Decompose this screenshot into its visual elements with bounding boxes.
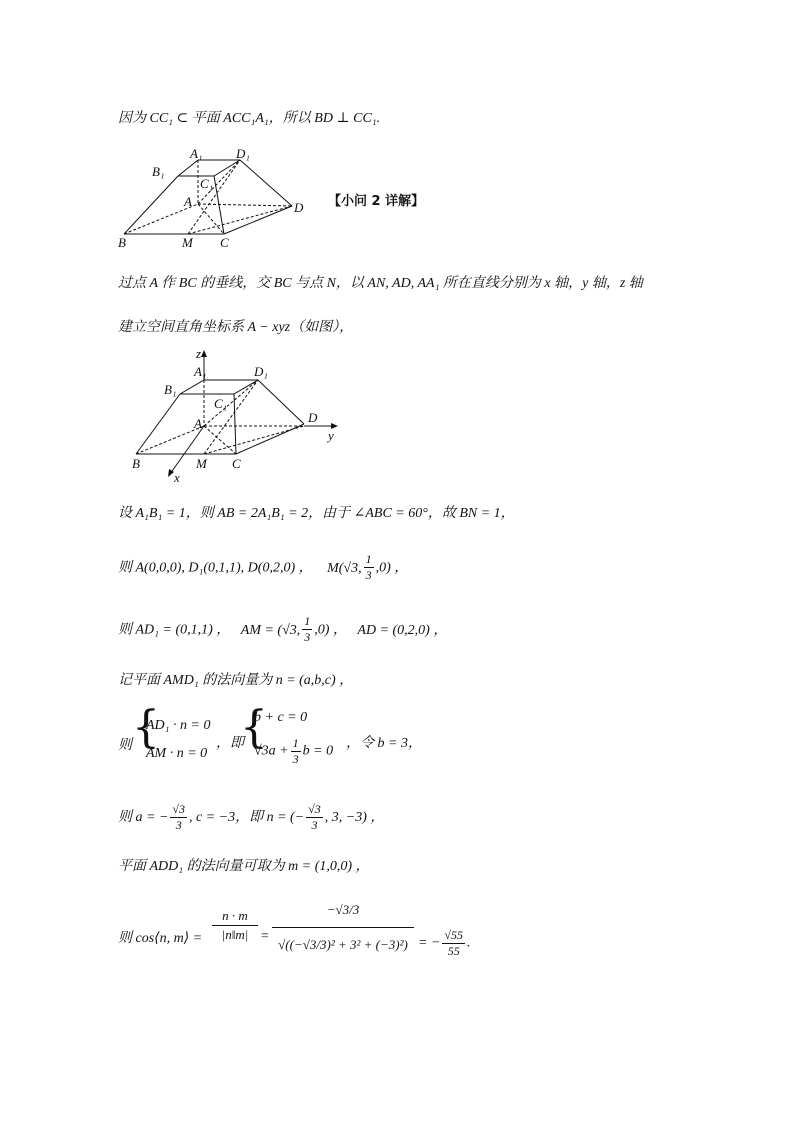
label-A1: A₁ (194, 364, 207, 379)
label-A: A (184, 194, 192, 209)
label-y: y (328, 428, 334, 443)
label-B1: B₁ (152, 164, 165, 179)
line-points: 则 A(0,0,0), D₁(0,1,1), D(0,2,0) ， M(√3, $\frac{1}{3}$ ,0) ， (118, 552, 409, 582)
label-D: D (294, 200, 304, 215)
figure-frustum-1 (116, 148, 316, 248)
line-setup-axes: 过点 A 作 BC 的垂线，交 BC 与点 N，以 AN, AD, AA₁ 所在直线分别为 x 轴，y 轴，z 轴 (118, 276, 643, 291)
line-lengths: 设 A₁B₁ = 1，则 AB = 2A₁B₁ = 2，由于 ∠ABC = 60°，故 BN = 1， (118, 506, 515, 521)
figure-frustum-axes (128, 346, 358, 486)
label-x: x (174, 470, 180, 485)
line-coordinate-system: 建立空间直角坐标系 A − xyz（如图）， (118, 320, 354, 335)
label-A: A (194, 416, 202, 431)
system-post: ，令 b = 3， (346, 736, 422, 751)
system-mid: ，即 (216, 736, 244, 751)
line-system-prefix: 则 (118, 738, 132, 753)
system-eq-1: AD₁ · n = 0 (146, 718, 211, 733)
line-solution: 则 a = − $\frac{√3}{3}$ , c = −3，即 n = (− $\frac{√3}{3}$ , 3, −3) ， (118, 801, 385, 832)
label-M: M (182, 235, 193, 248)
cos-result: = − $\frac{√55}{55}$ . (418, 928, 471, 958)
label-C: C (232, 456, 241, 471)
cos-big-frac: −√3/3 √((−√3/3)² + 3² + (−3)²) (272, 893, 414, 962)
label-B1: B₁ (164, 382, 177, 397)
system-eq-4: √3a + $\frac{1}{3}$ b = 0 (254, 736, 334, 766)
label-B: B (132, 456, 140, 471)
line-cosine: 则 cos⟨n, m⟩ = (118, 931, 203, 946)
label-D1: D₁ (254, 364, 268, 379)
line-normal-vector: 记平面 AMD₁ 的法向量为 n = (a,b,c) ， (118, 673, 354, 688)
label-D1: D₁ (236, 148, 250, 161)
label-C1: C₁ (214, 396, 228, 411)
cos-frac: n · m |n‖m| (212, 907, 258, 944)
label-M: M (196, 456, 207, 471)
line-vectors: 则 AD₁ = (0,1,1) ， AM = (√3, $\frac{1}{3}$ ,0) ， AD = (0,2,0) ， (118, 614, 448, 644)
line-plane-normal: 平面 ADD₁ 的法向量可取为 m = (1,0,0) ， (118, 859, 370, 874)
system-eq-2: AM · n = 0 (146, 746, 208, 761)
label-C1: C₁ (200, 176, 214, 191)
label-D: D (308, 410, 318, 425)
label-B: B (118, 235, 126, 248)
label-C: C (220, 235, 229, 248)
brace-left-1: { (132, 702, 160, 753)
line-bd-perp: 因为 CC₁ ⊂ 平面 ACC₁A₁，所以 BD ⊥ CC₁. (118, 111, 381, 126)
section-heading: 【小问 2 详解】 (328, 194, 425, 209)
cos-eq: = (260, 929, 270, 944)
label-A1: A₁ (190, 148, 203, 161)
label-z: z (196, 346, 202, 361)
brace-left-2: { (240, 702, 268, 753)
system-eq-3: b + c = 0 (254, 710, 308, 725)
